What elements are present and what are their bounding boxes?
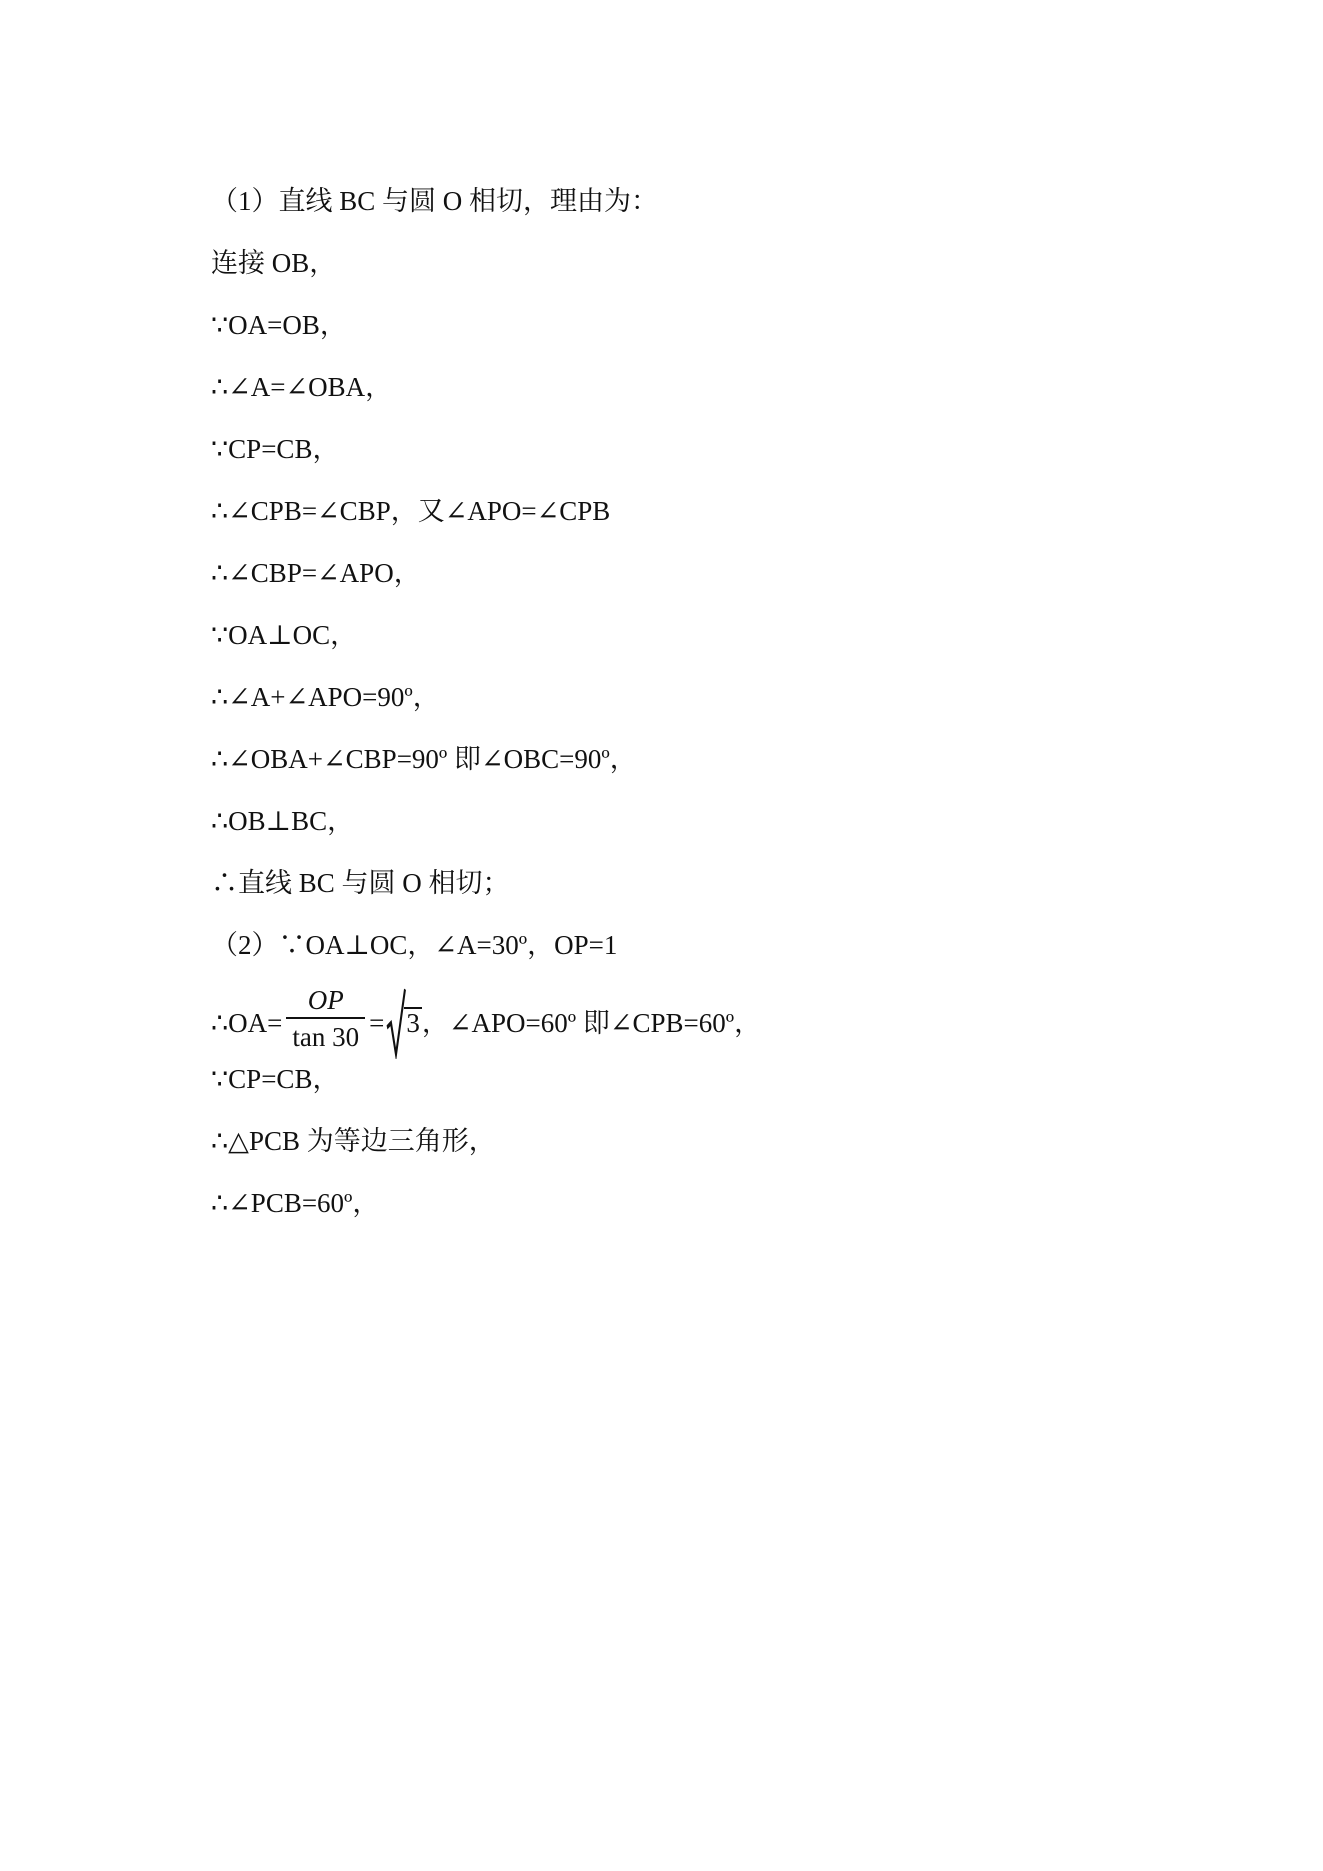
text-line-6: ∴∠CPB=∠CBP，又∠APO=∠CPB <box>211 496 611 526</box>
formula-line <box>211 984 1161 1056</box>
text-line-3: ∵OA=OB， <box>211 310 347 340</box>
fraction-numerator: OP <box>286 983 365 1019</box>
solution-text <box>211 178 1161 1242</box>
text-line-11: ∴OB⊥BC， <box>211 806 355 836</box>
fraction-denominator: tan 30 <box>292 1021 360 1052</box>
text-line-13: （2）∵OA⊥OC，∠A=30º，OP=1 <box>211 930 618 960</box>
radicand: 3 <box>406 1007 420 1038</box>
fraction <box>286 983 365 1055</box>
text-line-12: ∴直线 BC 与圆 O 相切； <box>211 868 510 898</box>
text-line-9: ∴∠A+∠APO=90º， <box>211 682 440 712</box>
text-line-2: 连接 OB， <box>211 248 337 278</box>
radical-sign-icon <box>386 987 406 1059</box>
text-line-17: ∴∠PCB=60º， <box>211 1188 380 1218</box>
text-line-10: ∴∠OBA+∠CBP=90º 即∠OBC=90º， <box>211 744 637 774</box>
text-line-1: （1）直线 BC 与圆 O 相切，理由为： <box>211 186 659 216</box>
text-line-8: ∵OA⊥OC， <box>211 620 358 650</box>
text-line-16: ∴△PCB 为等边三角形， <box>211 1126 496 1156</box>
text-line-15: ∵CP=CB， <box>211 1064 340 1094</box>
formula-equals: = <box>369 1007 385 1038</box>
text-line-7: ∴∠CBP=∠APO， <box>211 558 421 588</box>
formula-prefix: ∴OA= <box>211 1007 283 1038</box>
text-line-5: ∵CP=CB， <box>211 434 340 464</box>
formula-suffix: ，∠APO=60º 即∠CPB=60º， <box>421 1007 762 1038</box>
text-line-4: ∴∠A=∠OBA， <box>211 372 393 402</box>
square-root <box>386 987 422 1059</box>
